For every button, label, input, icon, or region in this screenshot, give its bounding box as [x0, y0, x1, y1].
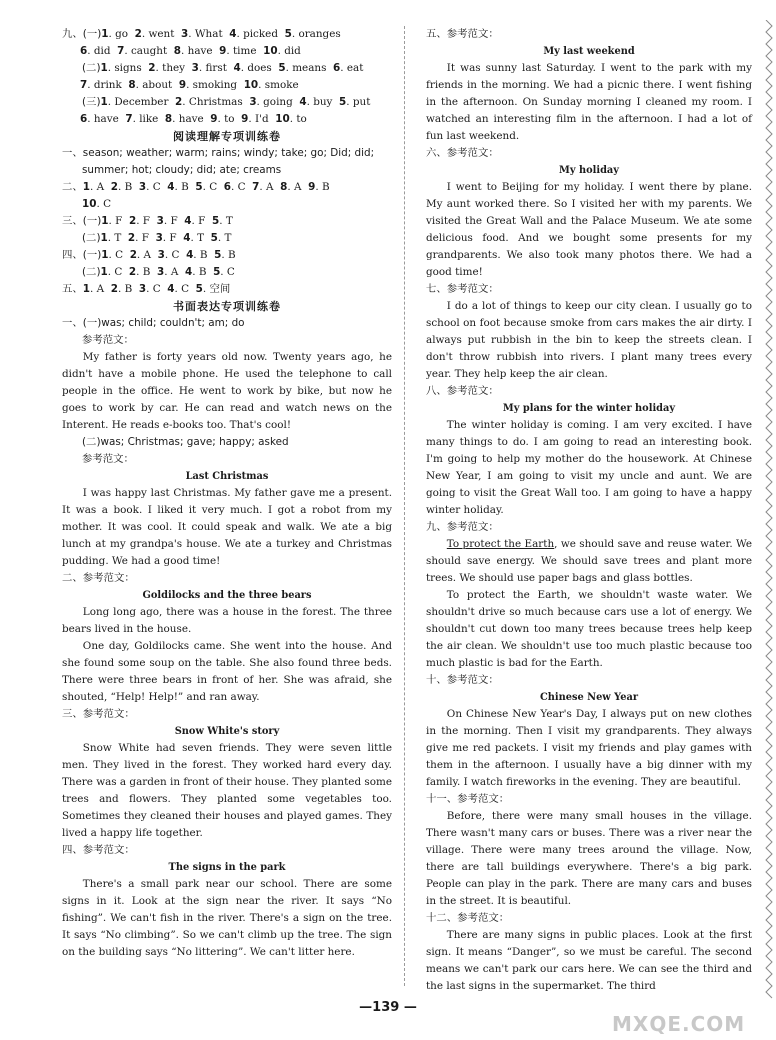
- item-number: 3: [138, 283, 147, 295]
- essay-paragraph: [426, 179, 752, 281]
- item-answer: T: [197, 232, 205, 244]
- item-number: 4: [229, 28, 237, 40]
- question-label: 五、: [62, 283, 83, 295]
- answer-line: 八、参考范文：: [426, 385, 499, 397]
- item-number: 3: [155, 232, 163, 244]
- paragraph-text: There's a small park near our school. There are some signs in it. Look at the sign near the river. It says “No fishing”. We can't fish in the river. There's a sign on the tree. It says “No climbing”. So we can't climb up the tree. The sign on the building says “No littering”. We can't litter here.: [62, 878, 392, 958]
- answer-row: 九、(一)1. go 2. went 3. What 4. picked 5. oranges: [62, 28, 341, 40]
- answer-row: 五、1. A 2. B 3. C 4. C 5. 空间: [62, 283, 231, 295]
- item-number: 8: [173, 45, 182, 57]
- answer-line: 九、参考范文：: [426, 521, 499, 533]
- item-answer: F: [198, 215, 206, 227]
- item-answer: like: [139, 113, 159, 125]
- item-answer: December: [114, 96, 169, 108]
- item-answer: A: [96, 181, 105, 193]
- essay-title: The signs in the park: [168, 862, 286, 873]
- item-number: 4: [184, 266, 193, 278]
- item-answer: Christmas: [188, 96, 243, 108]
- item-number: 10: [243, 79, 259, 91]
- essay-title: Snow White's story: [174, 726, 280, 737]
- item-answer: B: [124, 181, 133, 193]
- item-number: 3: [191, 62, 199, 74]
- item-number: 10: [263, 45, 278, 57]
- essay-paragraph: [426, 808, 752, 910]
- item-number: 1: [101, 215, 109, 227]
- item-answer: I'd: [255, 113, 269, 125]
- answer-line: 五、参考范文：: [426, 28, 499, 40]
- essay-paragraph: [426, 417, 752, 519]
- item-answer: A: [293, 181, 302, 193]
- question-label: 四、: [62, 249, 83, 261]
- item-answer: F: [141, 232, 149, 244]
- section-title: 阅读理解专项训练卷: [173, 130, 281, 143]
- item-answer: first: [205, 62, 227, 74]
- item-answer: means: [292, 62, 327, 74]
- paragraph-text: It was sunny last Saturday. I went to the park with my friends in the morning. We had a picnic there. I went fishing in the afternoon. On Sunday morning I cleaned my room. I watched an interesting film in the afternoon. I had a lot of fun last weekend.: [426, 62, 752, 142]
- item-number: 1: [100, 62, 108, 74]
- paragraph-text: Before, there were many small houses in the village. There wasn't many cars or buses. There was a river near the village. There were many trees around the village. Now, there are tall buildings everywhere. There's a big park. People can play in the park. There are many cars and buses in the street. It is beautiful.: [426, 810, 752, 907]
- item-number: 5: [278, 62, 286, 74]
- item-answer: F: [115, 215, 123, 227]
- item-number: 2: [128, 266, 137, 278]
- item-number: 8: [164, 113, 173, 125]
- paragraph-text: There are many signs in public places. Look at the first sign. It means “Danger”, so we must be careful. The second means we can't park our cars here. We can see the third and the last signs in the supermarket. The third: [426, 929, 752, 992]
- item-number: 1: [82, 283, 91, 295]
- item-number: 2: [134, 28, 142, 40]
- question-label: 三、: [62, 215, 83, 227]
- item-number: 1: [82, 181, 91, 193]
- item-answer: F: [142, 215, 151, 227]
- item-number: 5: [284, 28, 292, 40]
- item-number: 6: [80, 45, 88, 57]
- essay-paragraph: [62, 740, 392, 842]
- item-answer: drink: [93, 79, 122, 91]
- item-number: 1: [101, 28, 109, 40]
- item-answer: did: [93, 45, 111, 57]
- item-answer: smoking: [192, 79, 238, 91]
- item-answer: signs: [114, 62, 142, 74]
- answer-line: 二、参考范文：: [62, 572, 135, 584]
- essay-paragraph: [426, 298, 752, 383]
- item-answer: C: [152, 283, 161, 295]
- item-number: 3: [157, 249, 165, 261]
- answer-line: 三、参考范文：: [62, 708, 135, 720]
- item-number: 1: [101, 249, 109, 261]
- item-number: 3: [156, 215, 164, 227]
- item-answer: C: [226, 266, 235, 278]
- item-number: 3: [157, 266, 165, 278]
- underlined-phrase: To protect the Earth: [446, 538, 555, 550]
- item-number: 3: [138, 181, 147, 193]
- item-number: 2: [110, 283, 118, 295]
- item-number: 1: [100, 266, 108, 278]
- item-answer: about: [142, 79, 173, 91]
- answer-line: 七、参考范文：: [426, 283, 499, 295]
- essay-title: My plans for the winter holiday: [502, 403, 676, 414]
- item-answer: C: [237, 181, 246, 193]
- item-answer: C: [114, 266, 123, 278]
- essay-paragraph: [62, 349, 392, 434]
- item-answer: have: [93, 113, 119, 125]
- item-number: 7: [125, 113, 133, 125]
- item-number: 4: [183, 232, 191, 244]
- item-number: 9: [178, 79, 187, 91]
- item-number: 2: [128, 215, 137, 227]
- sub-part-label: (一): [82, 249, 102, 261]
- answer-line: 四、参考范文：: [62, 844, 135, 856]
- item-number: 5: [213, 266, 221, 278]
- paragraph-text: , we should save and reuse water. We should save energy. We should save trees and plant more trees. We should use paper bags and glass bottles.: [426, 538, 752, 584]
- answer-row: 二、1. A 2. B 3. C 4. B 5. C 6. C 7. A 8. A 9. B: [62, 181, 330, 193]
- item-answer: C: [209, 181, 218, 193]
- question-label: 二、: [62, 181, 83, 193]
- item-number: 5: [195, 181, 203, 193]
- item-answer: C: [181, 283, 190, 295]
- item-number: 6: [223, 181, 231, 193]
- item-number: 7: [252, 181, 260, 193]
- item-answer: A: [143, 249, 152, 261]
- essay-paragraph: [62, 876, 392, 961]
- item-number: 5: [339, 96, 347, 108]
- paragraph-text: My father is forty years old now. Twenty years ago, he didn't have a mobile phone. He used the telephone to call people in the office. He went to work by bike, but now he goes to work by car. He can read and watch news on the Interent. He reads e-books too. That's cool!: [62, 351, 392, 431]
- item-answer: T: [114, 232, 122, 244]
- column-divider: [404, 26, 405, 986]
- item-answer: B: [199, 249, 208, 261]
- item-number: 2: [129, 249, 137, 261]
- right-column: [426, 26, 752, 995]
- item-number: 4: [167, 283, 175, 295]
- item-answer: caught: [130, 45, 168, 57]
- answer-line: 六、参考范文：: [426, 147, 499, 159]
- item-number: 1: [100, 96, 108, 108]
- item-answer: go: [115, 28, 129, 40]
- sub-part-label: (二): [82, 266, 101, 278]
- item-number: 9: [219, 45, 227, 57]
- watermark: MXQE.COM: [612, 1012, 746, 1036]
- item-number: 5: [195, 283, 203, 295]
- item-number: 8: [128, 79, 136, 91]
- item-number: 7: [117, 45, 125, 57]
- item-answer: 空间: [209, 283, 231, 295]
- paragraph-text: To protect the Earth, we shouldn't waste water. We shouldn't drive so much because cars use a lot of energy. We shouldn't cut down too many trees because trees help keep the air clean. We shouldn't use too much plastic because too much plastic is bad for the Earth.: [426, 589, 752, 669]
- item-answer: C: [152, 181, 161, 193]
- answer-line: 一、(一)was; child; couldn't; am; do: [62, 317, 245, 329]
- item-answer: C: [115, 249, 124, 261]
- essay-title: Chinese New Year: [539, 692, 639, 703]
- paragraph-text: One day, Goldilocks came. She went into the house. And she found some soup on the table. She also found three beds. There were three bears in front of her. She was afraid, she shouted, “Help! Help!” and ran away.: [62, 640, 392, 703]
- item-answer: have: [178, 113, 204, 125]
- item-answer: time: [232, 45, 257, 57]
- answer-row: 四、(一)1. C 2. A 3. C 4. B 5. B: [62, 249, 236, 261]
- item-answer: did: [284, 45, 301, 57]
- paragraph-text: Snow White had seven friends. They were seven little men. They lived in the forest. They worked hard every day. There was a garden in front of their house. They planted some trees and flowers. They planted some vegetables too. Sometimes they cleaned their houses and played games. They lived a happy life together.: [62, 742, 392, 839]
- item-number: 8: [280, 181, 288, 193]
- item-answer: going: [263, 96, 293, 108]
- item-number: 4: [299, 96, 307, 108]
- left-column: [62, 26, 392, 961]
- item-answer: B: [124, 283, 133, 295]
- essay-paragraph: [62, 638, 392, 706]
- paragraph-text: I do a lot of things to keep our city clean. I usually go to school on foot because smoke from cars makes the air dirty. I always put rubbish in the bin to keep the streets clean. I don't throw rubbish into rivers. I plant many trees every year. They help keep the air clean.: [426, 300, 752, 380]
- item-answer: does: [247, 62, 272, 74]
- paragraph-text: The winter holiday is coming. I am very excited. I have many things to do. I am going to read an interesting book. I'm going to help my mother do the housework. At Chinese New Year, I am going to visit my uncle and aunt. We are going to visit the Great Wall too. I am going to have a happy winter holiday.: [426, 419, 752, 516]
- item-answer: B: [321, 181, 330, 193]
- essay-paragraph: [426, 587, 752, 672]
- item-number: 10: [82, 198, 97, 210]
- sub-part-label: (一): [82, 28, 102, 40]
- item-number: 1: [100, 232, 108, 244]
- answer-row: 三、(一)1. F 2. F 3. F 4. F 5. T: [62, 215, 233, 227]
- essay-paragraph: [426, 60, 752, 145]
- answer-line: (二)was; Christmas; gave; happy; asked: [82, 436, 289, 448]
- answer-row: 6. did 7. caught 8. have 9. time 10. did: [80, 45, 301, 57]
- item-number: 10: [275, 113, 290, 125]
- item-number: 4: [184, 215, 192, 227]
- essay-paragraph: [62, 485, 392, 570]
- paragraph-text: On Chinese New Year's Day, I always put on new clothes in the morning. Then I visit my grandparents. They always give me red packets. I visit my friends and play games with them in the afternoon. I usually have a big dinner with my family. I watch fireworks in the evening. They are beautiful.: [426, 708, 752, 788]
- item-answer: have: [187, 45, 213, 57]
- item-answer: C: [171, 249, 180, 261]
- item-answer: went: [148, 28, 175, 40]
- essay-title: Goldilocks and the three bears: [142, 590, 312, 601]
- question-label: 九、: [62, 28, 83, 40]
- item-answer: B: [198, 266, 207, 278]
- item-number: 6: [80, 113, 88, 125]
- essay-paragraph: [62, 604, 392, 638]
- item-number: 2: [148, 62, 156, 74]
- answer-line: summer; hot; cloudy; did; ate; creams: [82, 164, 282, 176]
- essay-title: My holiday: [559, 165, 619, 176]
- answer-row: (二)1. signs 2. they 3. first 4. does 5. means 6. eat: [82, 62, 364, 74]
- paragraph-text: I was happy last Christmas. My father gave me a present. It was a book. I liked it very much. I got a robot from my mother. It was cool. It could speak and walk. We ate a big lunch at my grandpa's house. We ate a turkey and Christmas pudding. We had a good time!: [62, 487, 392, 567]
- item-answer: A: [170, 266, 179, 278]
- essay-title: Last Christmas: [185, 471, 269, 482]
- item-answer: B: [228, 249, 236, 261]
- item-number: 9: [308, 181, 316, 193]
- item-number: 2: [110, 181, 118, 193]
- item-answer: A: [96, 283, 105, 295]
- answer-line: 十、参考范文：: [426, 674, 499, 686]
- answer-row: 7. drink 8. about 9. smoking 10. smoke: [80, 79, 299, 91]
- item-answer: What: [194, 28, 223, 40]
- item-answer: to: [296, 113, 307, 125]
- item-number: 3: [249, 96, 257, 108]
- item-number: 2: [127, 232, 136, 244]
- paragraph-text: Long long ago, there was a house in the forest. The three bears lived in the house.: [62, 606, 392, 635]
- item-answer: oranges: [298, 28, 341, 40]
- sub-part-label: (一): [82, 215, 102, 227]
- item-answer: eat: [346, 62, 364, 74]
- sub-part-label: (二): [82, 232, 101, 244]
- item-number: 2: [175, 96, 183, 108]
- answer-row: 10. C: [82, 198, 112, 210]
- item-number: 9: [210, 113, 218, 125]
- item-answer: F: [169, 232, 177, 244]
- essay-paragraph: [426, 536, 752, 587]
- item-answer: C: [103, 198, 112, 210]
- item-answer: B: [181, 181, 189, 193]
- sub-part-label: (三): [82, 96, 101, 108]
- item-number: 3: [181, 28, 189, 40]
- answer-line: 参考范文：: [82, 334, 134, 346]
- item-answer: smoke: [264, 79, 299, 91]
- torn-edge-decoration: [764, 20, 774, 1000]
- answer-line: 十一、参考范文：: [426, 793, 510, 805]
- answer-row: (二)1. T 2. F 3. F 4. T 5. T: [82, 232, 232, 244]
- item-number: 5: [214, 249, 222, 261]
- item-number: 9: [241, 113, 249, 125]
- item-answer: T: [224, 232, 232, 244]
- essay-paragraph: [426, 927, 752, 995]
- answer-row: 6. have 7. like 8. have 9. to 9. I'd 10. to: [80, 113, 307, 125]
- item-answer: picked: [243, 28, 278, 40]
- item-answer: T: [225, 215, 233, 227]
- item-answer: F: [170, 215, 178, 227]
- item-answer: put: [352, 96, 371, 108]
- essay-title: My last weekend: [543, 46, 635, 57]
- answer-row: (三)1. December 2. Christmas 3. going 4. buy 5. put: [82, 96, 371, 108]
- item-answer: B: [142, 266, 151, 278]
- item-number: 7: [80, 79, 88, 91]
- item-number: 4: [233, 62, 241, 74]
- essay-paragraph: [426, 706, 752, 791]
- page-number: —139 —: [359, 1000, 417, 1015]
- section-title: 书面表达专项训练卷: [173, 300, 281, 313]
- item-answer: buy: [313, 96, 333, 108]
- item-number: 4: [186, 249, 194, 261]
- item-number: 5: [210, 232, 218, 244]
- paragraph-text: I went to Beijing for my holiday. I went there by plane. My aunt worked there. So I visited her with my parents. We visited the Great Wall and the Palace Museum. We ate some delicious food. And we bought some presents for my grandparents. We also took many photos there. We had a good time!: [426, 181, 752, 278]
- item-number: 5: [211, 215, 220, 227]
- answer-line: 十二、参考范文：: [426, 912, 510, 924]
- item-answer: they: [162, 62, 186, 74]
- answer-line: 一、season; weather; warm; rains; windy; take; go; Did; did;: [62, 147, 375, 159]
- answer-line: 参考范文：: [82, 453, 134, 465]
- item-answer: to: [224, 113, 235, 125]
- sub-part-label: (二): [82, 62, 101, 74]
- item-number: 4: [167, 181, 175, 193]
- answer-row: (二)1. C 2. B 3. A 4. B 5. C: [82, 266, 235, 278]
- item-answer: A: [266, 181, 274, 193]
- item-number: 6: [333, 62, 341, 74]
